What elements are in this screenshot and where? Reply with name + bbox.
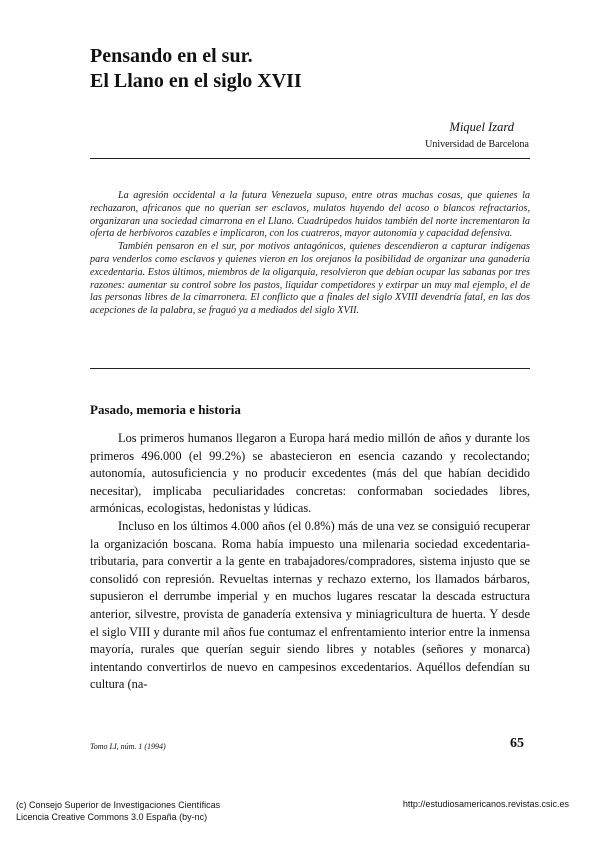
body-paragraph: Incluso en los últimos 4.000 años (el 0.8%) más de una vez se consiguió recuperar la organización boscana. Roma había impuesto una milenaria sociedad excedentaria-tributaria, para convertir a la gente en trabajadores/compradores, sistema injusto que se consolidó con represión. Revueltas internas y rechazo externo, los llamados bárbaros, supusieron el derrumbe imperial y en muchos lugares rescatar la descada estructura anterior, silvestre, provista de ganadería extensiva y miniagricultura de huerta. Y desde el siglo VIII y durante mil años fue contumaz el enfrentamiento interior entre la inmensa mayoría, rurales que querían seguir siendo libres y notables (señores y monarca) intentando convertirlos de nuevo en campesinos excedentarios. Aquéllos defendían su cultura (na- xyxy=(90,518,530,692)
journal-reference: Tomo LI, núm. 1 (1994) xyxy=(90,742,166,751)
article-title xyxy=(90,44,530,94)
abstract xyxy=(90,190,530,318)
license-notice xyxy=(16,799,220,823)
title-line-1: Pensando en el sur. xyxy=(90,45,253,67)
abstract-paragraph: También pensaron en el sur, por motivos antagónicos, quienes descendieron a capturar indígenas para venderlos como esclavos y quienes vieron en los orejanos la posibilidad de organizar una ganadería excedentaria. Estos últimos, miembros de la oligarquía, resolvieron que debían ocupar las sabanas por tres razones: aumentar su control sobre los pastos, liquidar competidores y extirpar un muy mal ejemplo, el de las personas libres de la cimarronera. El conflicto que a finales del siglo XVIII devendría fatal, en las dos acepciones de la palabra, se fraguó ya a mediados del siglo XVII. xyxy=(90,241,530,317)
title-line-2: El Llano en el siglo XVII xyxy=(90,70,302,92)
body-paragraph: Los primeros humanos llegaron a Europa hará medio millón de años y durante los primeros 496.000 (el 99.2%) se abastecieron en esencia cazando y recolectando; autonomía, autosuficiencia y no producir excedentes (más del que habían decidido necesitar), implicaba peculiaridades concretas: conformaban sociedades libres, armónicas, ecologistas, hedonistas y lúdicas. xyxy=(90,431,530,516)
page-number: 65 xyxy=(510,736,524,751)
license-line: Licencia Creative Commons 3.0 España (by-nc) xyxy=(16,812,208,822)
author-name: Miquel Izard xyxy=(449,120,514,134)
header-divider xyxy=(90,158,530,159)
journal-url-link[interactable]: http://estudiosamericanos.revistas.csic.es xyxy=(402,799,569,809)
abstract-paragraph: La agresión occidental a la futura Venezuela supuso, entre otras muchas cosas, que quienes la rechazaron, africanos que no querían ser esclavos, mulatos huyendo del acoso o blancos refractarios, organizaran una sociedad cimarrona en el Llano. Cuadrúpedos huidos también del norte incrementaron la oferta de herbívoros cazables e implicaron, con los cuatreros, mayor autonomía y capacidad defensiva. xyxy=(90,190,530,240)
copyright-line: (c) Consejo Superior de Investigaciones Científicas xyxy=(16,800,221,810)
abstract-divider xyxy=(90,368,530,369)
section-heading: Pasado, memoria e historia xyxy=(90,402,241,417)
author-affiliation: Universidad de Barcelona xyxy=(425,139,529,150)
body-text xyxy=(90,430,530,694)
